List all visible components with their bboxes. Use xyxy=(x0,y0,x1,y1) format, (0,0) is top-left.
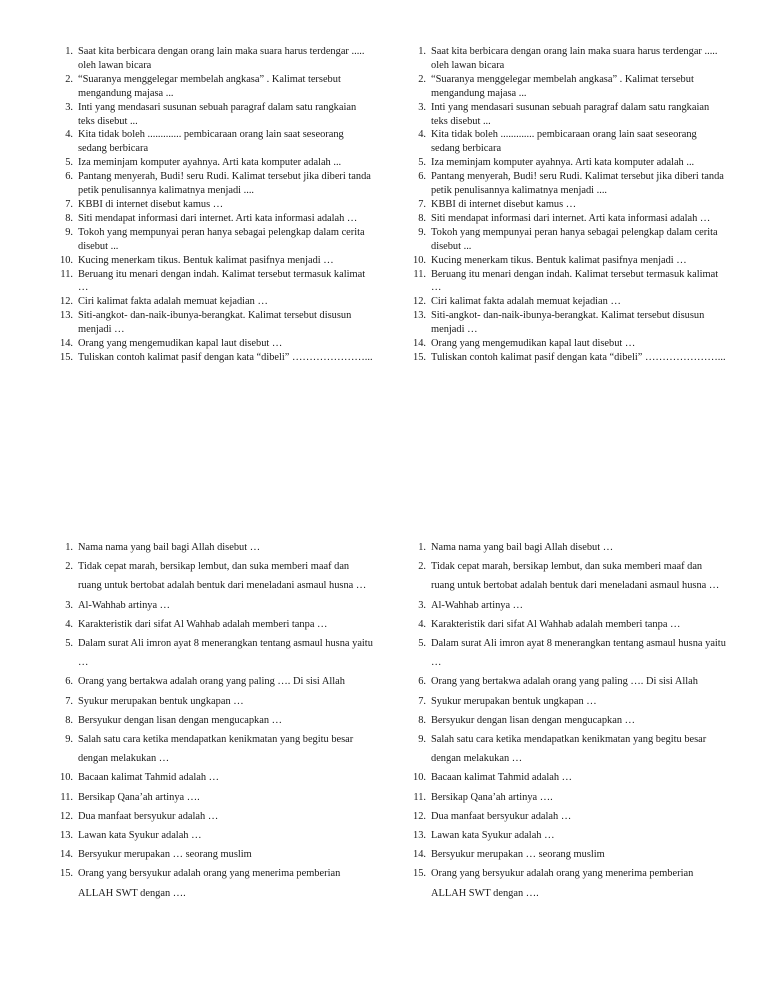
question-text: Siti mendapat informasi dari internet. Arti kata informasi adalah … xyxy=(78,212,358,224)
question-item xyxy=(411,101,727,129)
question-item xyxy=(58,351,374,365)
question-number: 14. xyxy=(60,849,73,861)
question-list-bahasa-right xyxy=(411,45,727,365)
question-number: 10. xyxy=(60,254,73,266)
question-item xyxy=(58,826,374,845)
question-number: 8. xyxy=(418,212,426,224)
question-number: 11. xyxy=(413,268,426,280)
question-item xyxy=(411,730,727,768)
question-text: Bersyukur dengan lisan dengan mengucapkan … xyxy=(78,714,283,726)
question-item xyxy=(411,170,727,198)
question-text: Tokoh yang mempunyai peran hanya sebagai pelengkap dalam cerita disebut ... xyxy=(78,226,365,252)
question-number: 13. xyxy=(60,310,73,322)
question-number: 7. xyxy=(418,695,426,707)
question-item xyxy=(411,672,727,691)
question-number: 6. xyxy=(65,171,73,183)
question-text: Bacaan kalimat Tahmid adalah … xyxy=(78,772,220,784)
question-text: Siti-angkot- dan-naik-ibunya-berangkat. Kalimat tersebut disusun menjadi … xyxy=(78,310,352,336)
question-number: 5. xyxy=(418,157,426,169)
question-text: Orang yang bersyukur adalah orang yang menerima pemberian ALLAH SWT dengan …. xyxy=(431,868,694,899)
question-item xyxy=(58,198,374,212)
question-item xyxy=(58,212,374,226)
question-text: Bersyukur dengan lisan dengan mengucapkan … xyxy=(431,714,636,726)
question-item xyxy=(411,309,727,337)
question-text: Dua manfaat bersyukur adalah … xyxy=(431,810,572,822)
question-text: Kita tidak boleh ............. pembicaraan orang lain saat seseorang sedang berbicara xyxy=(78,129,344,155)
question-number: 2. xyxy=(65,73,73,85)
question-number: 3. xyxy=(65,599,73,611)
question-text: Tuliskan contoh kalimat pasif dengan kata “dibeli” …………………... xyxy=(431,351,726,363)
question-number: 7. xyxy=(65,695,73,707)
question-item xyxy=(411,268,727,296)
question-number: 8. xyxy=(65,714,73,726)
question-number: 11. xyxy=(413,791,426,803)
question-text: Bersyukur merupakan … seorang muslim xyxy=(78,849,252,861)
question-item xyxy=(58,615,374,634)
question-number: 10. xyxy=(413,772,426,784)
question-text: Syukur merupakan bentuk ungkapan … xyxy=(431,695,597,707)
question-item xyxy=(411,788,727,807)
question-item xyxy=(411,254,727,268)
question-item xyxy=(58,557,374,595)
question-text: Dalam surat Ali imron ayat 8 menerangkan tentang asmaul husna yaitu … xyxy=(78,638,373,669)
question-number: 15. xyxy=(413,351,426,363)
question-text: Pantang menyerah, Budi! seru Rudi. Kalimat tersebut jika diberi tanda petik penulisannya kalimatnya menjadi .... xyxy=(78,171,371,197)
question-item xyxy=(411,45,727,73)
question-text: KBBI di internet disebut kamus … xyxy=(431,198,577,210)
question-item xyxy=(411,692,727,711)
question-number: 9. xyxy=(65,226,73,238)
question-text: “Suaranya menggelegar membelah angkasa” . Kalimat tersebut mengandung majasa ... xyxy=(431,73,694,99)
question-text: Orang yang bertakwa adalah orang yang paling …. Di sisi Allah xyxy=(431,676,698,688)
question-number: 3. xyxy=(418,101,426,113)
question-item xyxy=(58,254,374,268)
question-text: Al-Wahhab artinya … xyxy=(431,599,524,611)
question-list-agama-right xyxy=(411,538,727,903)
question-number: 5. xyxy=(65,157,73,169)
question-item xyxy=(58,156,374,170)
question-item xyxy=(411,538,727,557)
question-number: 8. xyxy=(418,714,426,726)
question-item xyxy=(411,826,727,845)
question-number: 12. xyxy=(60,810,73,822)
question-text: Pantang menyerah, Budi! seru Rudi. Kalimat tersebut jika diberi tanda petik penulisannya kalimatnya menjadi .... xyxy=(431,171,724,197)
question-text: Al-Wahhab artinya … xyxy=(78,599,171,611)
question-item xyxy=(411,864,727,902)
question-item xyxy=(411,337,727,351)
question-number: 8. xyxy=(65,212,73,224)
question-number: 4. xyxy=(418,618,426,630)
question-text: Kita tidak boleh ............. pembicaraan orang lain saat seseorang sedang berbicara xyxy=(431,129,697,155)
question-text: Bersikap Qana’ah artinya …. xyxy=(78,791,200,803)
question-number: 5. xyxy=(418,638,426,650)
question-text: Inti yang mendasari susunan sebuah paragraf dalam satu rangkaian teks disebut ... xyxy=(78,101,357,127)
question-text: Lawan kata Syukur adalah … xyxy=(78,830,202,842)
question-number: 12. xyxy=(413,296,426,308)
question-number: 15. xyxy=(60,351,73,363)
question-item xyxy=(58,730,374,768)
question-text: Tidak cepat marah, bersikap lembut, dan suka memberi maaf dan ruang untuk bertobat adalah bentuk dari meneladani asmaul husna … xyxy=(431,561,720,592)
question-text: Bersikap Qana’ah artinya …. xyxy=(431,791,553,803)
question-number: 14. xyxy=(413,849,426,861)
question-item xyxy=(411,845,727,864)
question-item xyxy=(58,845,374,864)
question-text: Nama nama yang bail bagi Allah disebut … xyxy=(431,542,614,553)
question-list-agama-left xyxy=(58,538,374,903)
question-text: Orang yang mengemudikan kapal laut disebut … xyxy=(78,338,283,350)
question-number: 3. xyxy=(418,599,426,611)
question-item xyxy=(411,295,727,309)
question-number: 9. xyxy=(418,226,426,238)
question-text: Ciri kalimat fakta adalah memuat kejadian … xyxy=(431,296,621,308)
question-item xyxy=(58,268,374,296)
question-number: 14. xyxy=(413,338,426,350)
question-item xyxy=(58,45,374,73)
question-number: 9. xyxy=(65,734,73,746)
question-item xyxy=(58,337,374,351)
question-item xyxy=(58,101,374,129)
question-text: Salah satu cara ketika mendapatkan kenikmatan yang begitu besar dengan melakukan … xyxy=(431,734,707,765)
question-number: 3. xyxy=(65,101,73,113)
question-text: “Suaranya menggelegar membelah angkasa” . Kalimat tersebut mengandung majasa ... xyxy=(78,73,341,99)
question-text: Dalam surat Ali imron ayat 8 menerangkan tentang asmaul husna yaitu … xyxy=(431,638,726,669)
question-number: 14. xyxy=(60,338,73,350)
question-text: KBBI di internet disebut kamus … xyxy=(78,198,224,210)
question-item xyxy=(411,807,727,826)
question-number: 4. xyxy=(418,129,426,141)
question-item xyxy=(411,198,727,212)
question-number: 13. xyxy=(413,310,426,322)
question-number: 1. xyxy=(65,542,73,553)
question-text: Bersyukur merupakan … seorang muslim xyxy=(431,849,605,861)
question-number: 2. xyxy=(418,561,426,573)
question-item xyxy=(411,711,727,730)
question-number: 4. xyxy=(65,618,73,630)
question-number: 7. xyxy=(418,198,426,210)
question-item xyxy=(58,596,374,615)
question-text: Siti mendapat informasi dari internet. Arti kata informasi adalah … xyxy=(431,212,711,224)
question-item xyxy=(58,711,374,730)
question-number: 5. xyxy=(65,638,73,650)
question-number: 6. xyxy=(418,676,426,688)
question-item xyxy=(58,788,374,807)
question-number: 12. xyxy=(60,296,73,308)
question-number: 13. xyxy=(60,830,73,842)
question-item xyxy=(411,212,727,226)
question-text: Kucing menerkam tikus. Bentuk kalimat pasifnya menjadi … xyxy=(431,254,687,266)
question-number: 6. xyxy=(65,676,73,688)
question-item xyxy=(58,538,374,557)
question-item xyxy=(58,170,374,198)
question-text: Bacaan kalimat Tahmid adalah … xyxy=(431,772,573,784)
question-text: Orang yang mengemudikan kapal laut disebut … xyxy=(431,338,636,350)
question-number: 9. xyxy=(418,734,426,746)
question-text: Siti-angkot- dan-naik-ibunya-berangkat. Kalimat tersebut disusun menjadi … xyxy=(431,310,705,336)
question-number: 11. xyxy=(60,791,73,803)
question-item xyxy=(411,128,727,156)
question-text: Dua manfaat bersyukur adalah … xyxy=(78,810,219,822)
question-number: 10. xyxy=(413,254,426,266)
question-number: 12. xyxy=(413,810,426,822)
question-item xyxy=(411,351,727,365)
question-number: 15. xyxy=(60,868,73,880)
question-text: Orang yang bertakwa adalah orang yang paling …. Di sisi Allah xyxy=(78,676,345,688)
question-text: Tuliskan contoh kalimat pasif dengan kata “dibeli” …………………... xyxy=(78,351,373,363)
question-text: Kucing menerkam tikus. Bentuk kalimat pasifnya menjadi … xyxy=(78,254,334,266)
question-item xyxy=(58,226,374,254)
question-text: Syukur merupakan bentuk ungkapan … xyxy=(78,695,244,707)
question-item xyxy=(58,807,374,826)
question-text: Salah satu cara ketika mendapatkan kenikmatan yang begitu besar dengan melakukan … xyxy=(78,734,354,765)
question-item xyxy=(411,634,727,672)
question-item xyxy=(411,596,727,615)
question-item xyxy=(411,615,727,634)
question-item xyxy=(411,226,727,254)
question-item xyxy=(58,309,374,337)
question-text: Ciri kalimat fakta adalah memuat kejadian … xyxy=(78,296,268,308)
question-text: Inti yang mendasari susunan sebuah paragraf dalam satu rangkaian teks disebut ... xyxy=(431,101,710,127)
question-item xyxy=(58,73,374,101)
question-item xyxy=(58,864,374,902)
question-item xyxy=(411,156,727,170)
question-text: Saat kita berbicara dengan orang lain maka suara harus terdengar ..... oleh lawan bicara xyxy=(431,46,718,71)
question-item xyxy=(411,768,727,787)
question-text: Saat kita berbicara dengan orang lain maka suara harus terdengar ..... oleh lawan bicara xyxy=(78,46,365,71)
question-text: Tidak cepat marah, bersikap lembut, dan suka memberi maaf dan ruang untuk bertobat adalah bentuk dari meneladani asmaul husna … xyxy=(78,561,367,592)
question-text: Beruang itu menari dengan indah. Kalimat tersebut termasuk kalimat … xyxy=(431,268,719,294)
question-text: Iza meminjam komputer ayahnya. Arti kata komputer adalah ... xyxy=(78,157,342,169)
question-item xyxy=(58,692,374,711)
question-text: Karakteristik dari sifat Al Wahhab adalah memberi tanpa … xyxy=(78,618,328,630)
question-item xyxy=(58,672,374,691)
question-number: 13. xyxy=(413,830,426,842)
question-item xyxy=(411,557,727,595)
question-text: Iza meminjam komputer ayahnya. Arti kata komputer adalah ... xyxy=(431,157,695,169)
question-number: 6. xyxy=(418,171,426,183)
question-text: Orang yang bersyukur adalah orang yang menerima pemberian ALLAH SWT dengan …. xyxy=(78,868,341,899)
question-text: Beruang itu menari dengan indah. Kalimat tersebut termasuk kalimat … xyxy=(78,268,366,294)
question-text: Lawan kata Syukur adalah … xyxy=(431,830,555,842)
question-number: 7. xyxy=(65,198,73,210)
question-number: 2. xyxy=(418,73,426,85)
question-number: 1. xyxy=(418,46,426,57)
question-number: 4. xyxy=(65,129,73,141)
question-item xyxy=(58,768,374,787)
question-text: Tokoh yang mempunyai peran hanya sebagai pelengkap dalam cerita disebut ... xyxy=(431,226,718,252)
question-list-bahasa-left xyxy=(58,45,374,365)
question-text: Nama nama yang bail bagi Allah disebut … xyxy=(78,542,261,553)
question-number: 10. xyxy=(60,772,73,784)
question-item xyxy=(58,295,374,309)
question-number: 2. xyxy=(65,561,73,573)
question-item xyxy=(58,634,374,672)
question-number: 15. xyxy=(413,868,426,880)
question-number: 1. xyxy=(418,542,426,553)
question-number: 11. xyxy=(60,268,73,280)
question-text: Karakteristik dari sifat Al Wahhab adalah memberi tanpa … xyxy=(431,618,681,630)
question-number: 1. xyxy=(65,46,73,57)
question-item xyxy=(411,73,727,101)
question-item xyxy=(58,128,374,156)
